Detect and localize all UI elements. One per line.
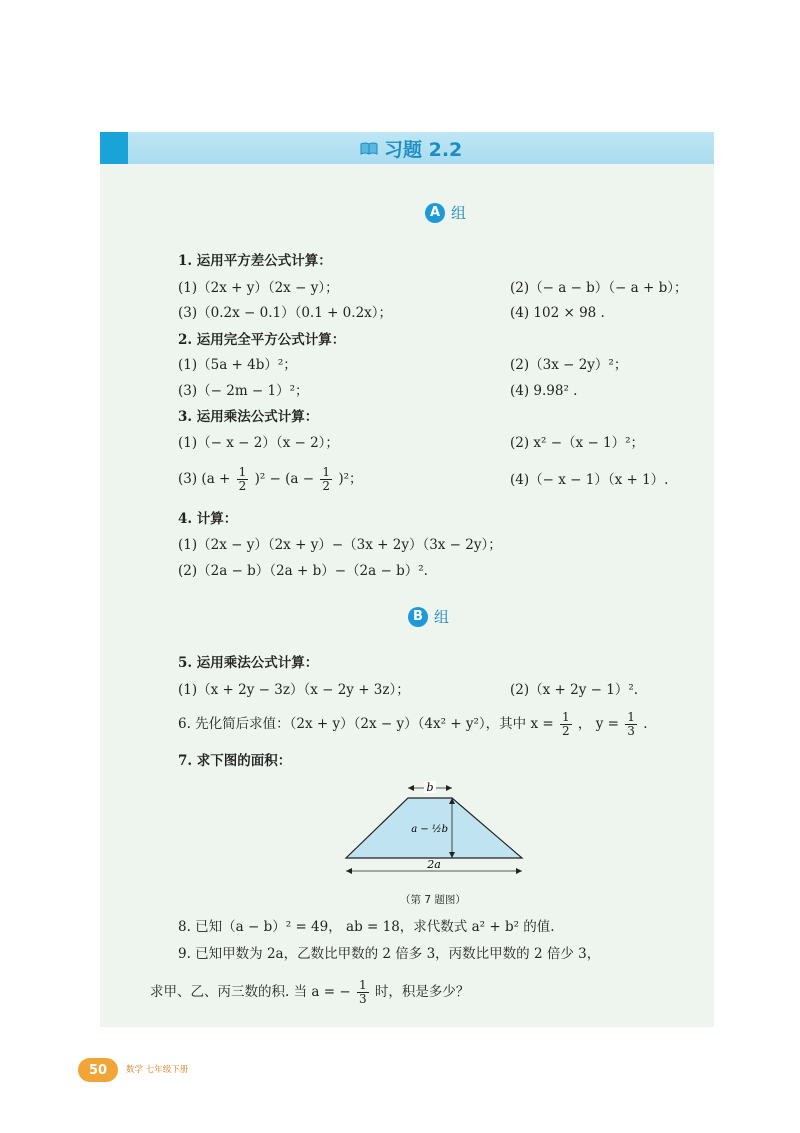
bottom-arrow-left xyxy=(346,868,352,874)
q1-part2: (2)（− a − b）（− a + b）； xyxy=(510,280,688,296)
fraction-half-1: $\frac{1}{2}$ xyxy=(238,465,247,493)
label-height: a − ½b xyxy=(411,824,448,835)
group-a-label: 组 xyxy=(451,204,467,222)
group-a-heading xyxy=(425,202,466,223)
bottom-arrow-right xyxy=(516,868,522,874)
q7-title: 7. 求下图的面积： xyxy=(178,753,292,769)
q3-part1: (1)（− x − 2）（x − 2）； xyxy=(178,435,339,451)
q6: 6. 先化简后求值：（2x + y）（2x − y）（4x² + y²），其中 x = $\frac{1}{2}$ ， y = $\frac{1}{3}$ . xyxy=(178,710,648,738)
top-arrow-right xyxy=(446,785,452,791)
q3-part2: (2) x² −（x − 1）²； xyxy=(510,435,645,451)
page-number: 50 xyxy=(88,1062,108,1078)
q1-title: 1. 运用平方差公式计算： xyxy=(178,253,332,269)
trapezoid-figure xyxy=(340,776,530,882)
section-title-text: 习题 2.2 xyxy=(384,138,463,161)
q4-part1: (1)（2x − y）（2x + y）−（3x + 2y）（3x − 2y）； xyxy=(178,537,502,553)
fraction-a: $\frac{1}{3}$ xyxy=(358,978,367,1006)
banner-tab xyxy=(100,132,128,164)
q4-part2: (2)（2a − b）（2a + b）−（2a − b）². xyxy=(178,563,428,579)
q1-part3: (3)（0.2x − 0.1）（0.1 + 0.2x）； xyxy=(178,305,393,321)
q2-part1: (1)（5a + 4b）²； xyxy=(178,357,297,373)
q5-title: 5. 运用乘法公式计算： xyxy=(178,655,319,671)
book-title: 数学 七年级下册 xyxy=(126,1065,189,1075)
q4-title: 4. 计算： xyxy=(178,511,238,527)
q8: 8. 已知（a − b）² = 49， ab = 18，求代数式 a² + b² 的值. xyxy=(178,919,555,935)
group-b-badge: B xyxy=(408,607,428,627)
q1-part1: (1)（2x + y）（2x − y）； xyxy=(178,280,339,296)
label-2a: 2a xyxy=(427,858,441,871)
label-b: b xyxy=(426,781,434,794)
q2-title: 2. 运用完全平方公式计算： xyxy=(178,332,346,348)
q3-part4: (4)（− x − 1）（x + 1）. xyxy=(510,472,669,488)
q3-part3: (3) (a + $\frac{1}{2}$ )² − (a − $\frac{1}{2}$ )²； xyxy=(178,465,363,493)
q3-title: 3. 运用乘法公式计算： xyxy=(178,409,319,425)
q2-part3: (3)（− 2m − 1）²； xyxy=(178,383,309,399)
group-a-badge: A xyxy=(425,203,445,223)
q5-part2: (2)（x + 2y − 1）². xyxy=(510,682,639,698)
q9-line2: 求甲、乙、丙三数的积. 当 a = − $\frac{1}{3}$ 时，积是多少？ xyxy=(150,978,470,1006)
fraction-half-2: $\frac{1}{2}$ xyxy=(322,465,331,493)
top-arrow-left xyxy=(408,785,414,791)
q2-part4: (4) 9.98² . xyxy=(510,383,578,399)
group-b-heading xyxy=(408,606,449,627)
q2-part2: (2)（3x − 2y）²； xyxy=(510,357,628,373)
group-b-label: 组 xyxy=(434,608,450,626)
book-icon xyxy=(360,141,378,155)
page-number-badge xyxy=(78,1058,118,1082)
q1-part4: (4) 102 × 98 . xyxy=(510,305,605,321)
fraction-x: $\frac{1}{2}$ xyxy=(561,710,570,738)
q5-part1: (1)（x + 2y − 3z）（x − 2y + 3z）； xyxy=(178,682,410,698)
fraction-y: $\frac{1}{3}$ xyxy=(627,710,635,738)
q9-line1: 9. 已知甲数为 2a，乙数比甲数的 2 倍多 3，丙数比甲数的 2 倍少 3， xyxy=(178,946,601,962)
figure-caption: （第 7 题图） xyxy=(400,894,466,906)
section-title xyxy=(360,136,462,160)
